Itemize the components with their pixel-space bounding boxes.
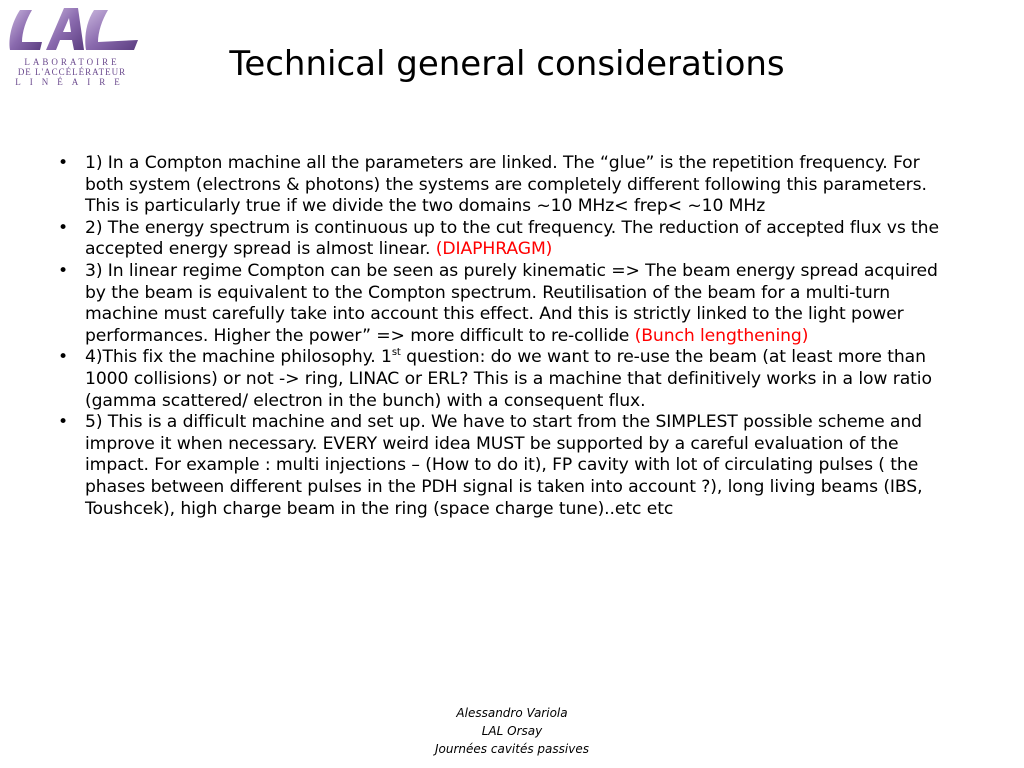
bullet-text: question: do we want to re-use the beam (at least more than 1000 collisions) or not -> ring, LINAC or ERL? This is a machine that definitively works in a low ratio (gamma scattered/ electron in the bunch) with a consequent flux.	[85, 347, 932, 411]
footer-affiliation: LAL Orsay	[481, 724, 543, 738]
bullet-item-5	[58, 412, 958, 520]
bullet-text: 5) This is a difficult machine and set up. We have to start from the SIMPLEST possible scheme and improve it when necessary. EVERY weird idea MUST be supported by a careful evaluation of the impact. For example : multi injections – (How to do it), FP cavity with lot of circulating pulses ( the phases between different pulses in the PDH signal is taken into account ?), long living beams (IBS, Toushcek), high charge beam in the ring (space charge tune)..etc etc	[85, 412, 923, 519]
bullet-list	[58, 153, 958, 520]
slide-title: Technical general considerations	[229, 44, 785, 84]
slide-footer	[412, 704, 612, 758]
bullet-highlight: (Bunch lengthening)	[634, 325, 809, 346]
bullet-glyph: •	[58, 217, 69, 238]
bullet-text-pre: 4)This fix the machine philosophy. 1	[85, 347, 392, 368]
bullet-glyph: •	[58, 260, 69, 281]
bullet-item-1	[58, 153, 958, 218]
superscript: st	[391, 347, 401, 359]
bullet-text: 1) In a Compton machine all the parameters are linked. The “glue” is the repetition frequency. For both system (electrons & photons) the systems are completely different following this parameters. This is particularly true if we divide the two domains ~10 MHz< frep< ~10 MHz	[85, 153, 927, 217]
lal-logo	[2, 2, 142, 90]
logo-text-line-2: DE L'ACCÉLÉRATEUR	[17, 67, 127, 77]
lal-logo-mark	[2, 2, 142, 58]
bullet-glyph: •	[58, 347, 69, 368]
bullet-text: 2) The energy spectrum is continuous up to the cut frequency. The reduction of accepted flux vs the accepted energy spread is almost linear.	[85, 217, 939, 260]
footer-event: Journées cavités passives	[435, 742, 589, 756]
logo-text-line-3: LINÉAIRE	[15, 77, 129, 87]
bullet-item-2	[58, 218, 958, 261]
bullet-highlight: (DIAPHRAGM)	[435, 239, 553, 260]
footer-author: Alessandro Variola	[456, 706, 568, 720]
bullet-item-4	[58, 347, 958, 412]
bullet-glyph: •	[58, 412, 69, 433]
bullet-item-3	[58, 261, 958, 347]
bullet-text: 3) In linear regime Compton can be seen as purely kinematic => The beam energy spread acquired by the beam is equivalent to the Compton spectrum. Reutilisation of the beam for a multi-turn machine must carefully take into account this effect. And this is strictly linked to the light power performances. Higher the power” => more difficult to re-collide	[85, 260, 938, 346]
logo-text-line-1: LABORATOIRE	[24, 57, 120, 67]
bullet-glyph: •	[58, 153, 69, 173]
